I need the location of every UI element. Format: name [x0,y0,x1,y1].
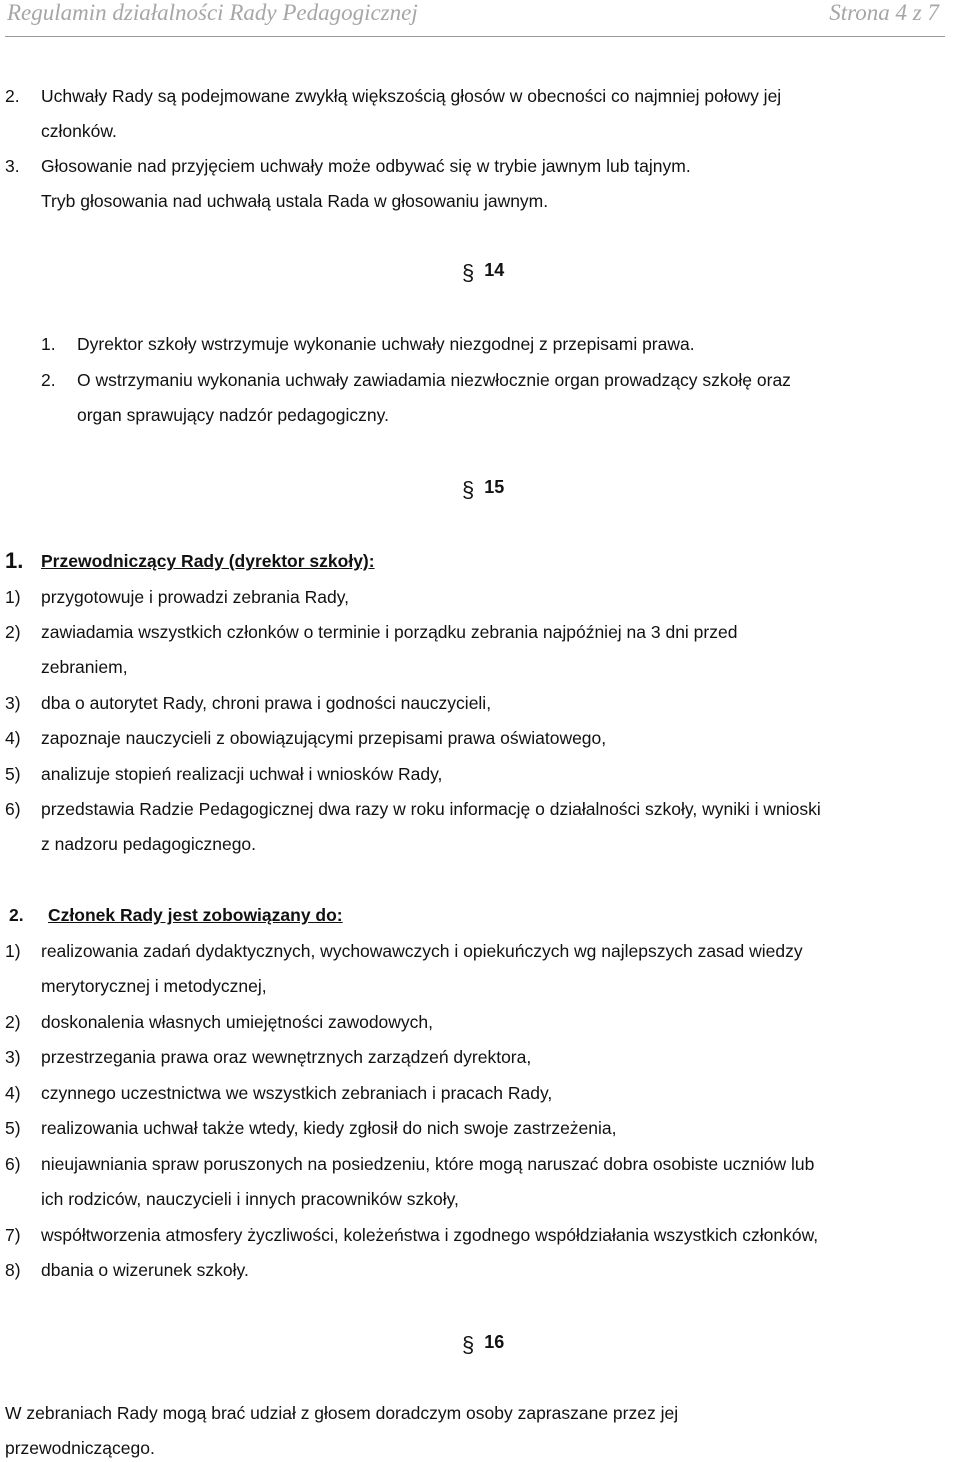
list-item: dba o autorytet Rady, chroni prawa i godności nauczycieli, [41,693,492,713]
paragraph-sign: § [462,1332,475,1357]
item-text: organ sprawujący nadzór pedagogiczny. [77,405,389,425]
list-number: 6) [5,1154,21,1174]
item-text: Głosowanie nad przyjęciem uchwały może odbywać się w trybie jawnym lub tajnym. [41,156,691,176]
part-heading: Członek Rady jest zobowiązany do: [48,905,343,925]
section-number: 16 [484,1332,505,1352]
list-number: 5) [5,764,21,784]
item-number: 2. [5,86,20,106]
list-item: przedstawia Radzie Pedagogicznej dwa razy w roku informację o działalności szkoły, wyniki i wnioski [41,799,821,819]
list-number: 4) [5,728,21,748]
list-number: 1) [5,941,21,961]
list-number: 8) [5,1260,21,1280]
list-item: realizowania zadań dydaktycznych, wychowawczych i opiekuńczych wg najlepszych zasad wiedzy [41,941,803,961]
list-number: 3) [5,1047,21,1067]
list-number: 2) [5,622,21,642]
item-number: 3. [5,156,20,176]
list-item: analizuje stopień realizacji uchwał i wniosków Rady, [41,764,443,784]
section-heading [462,1329,505,1357]
list-number: 3) [5,693,21,713]
section-heading [462,257,505,285]
item-text: członków. [41,121,117,141]
item-text: Dyrektor szkoły wstrzymuje wykonanie uchwały niezgodnej z przepisami prawa. [77,334,695,354]
list-item: zebraniem, [41,657,128,677]
list-number: 5) [5,1118,21,1138]
list-item: dbania o wizerunek szkoły. [41,1260,249,1280]
section-number: 15 [484,477,505,497]
list-item: realizowania uchwał także wtedy, kiedy zgłosił do nich swoje zastrzeżenia, [41,1118,617,1138]
list-number: 1) [5,587,21,607]
list-item: nieujawniania spraw poruszonych na posiedzeniu, które mogą naruszać dobra osobiste uczniów lub [41,1154,815,1174]
paragraph-text: przewodniczącego. [5,1438,155,1458]
list-item: przygotowuje i prowadzi zebrania Rady, [41,587,350,607]
list-item: współtworzenia atmosfery życzliwości, koleżeństwa i zgodnego współdziałania wszystkich członków, [41,1225,819,1245]
paragraph-sign: § [462,260,475,285]
list-item: doskonalenia własnych umiejętności zawodowych, [41,1012,434,1032]
item-text: Uchwały Rady są podejmowane zwykłą większością głosów w obecności co najmniej połowy jej [41,86,782,106]
list-number: 6) [5,799,21,819]
list-item: z nadzoru pedagogicznego. [41,834,257,854]
document-title: Regulamin działalności Rady Pedagogicznej [7,0,418,25]
item-number: 2. [41,370,56,390]
list-item: czynnego uczestnictwa we wszystkich zebraniach i pracach Rady, [41,1083,553,1103]
page-header [5,0,945,37]
item-number: 1. [41,334,56,354]
list-number: 4) [5,1083,21,1103]
list-item: zapoznaje nauczycieli z obowiązującymi przepisami prawa oświatowego, [41,728,607,748]
list-item: przestrzegania prawa oraz wewnętrznych zarządzeń dyrektora, [41,1047,532,1067]
list-item: ich rodziców, nauczycieli i innych pracowników szkoły, [41,1189,459,1209]
paragraph-sign: § [462,477,475,502]
item-text: Tryb głosowania nad uchwałą ustala Rada w głosowaniu jawnym. [41,191,549,211]
list-number: 2) [5,1012,21,1032]
part-heading: Przewodniczący Rady (dyrektor szkoły): [41,551,375,571]
section-number: 14 [484,260,505,280]
paragraph-text: W zebraniach Rady mogą brać udział z głosem doradczym osoby zapraszane przez jej [5,1403,679,1423]
section-heading [462,474,505,502]
part-number: 1. [5,548,24,573]
item-text: O wstrzymaniu wykonania uchwały zawiadamia niezwłocznie organ prowadzący szkołę oraz [77,370,791,390]
part-number: 2. [9,905,24,925]
list-number: 7) [5,1225,21,1245]
list-item: zawiadamia wszystkich członków o terminie i porządku zebrania najpóźniej na 3 dni przed [41,622,738,642]
list-item: merytorycznej i metodycznej, [41,976,267,996]
page-number: Strona 4 z 7 [829,0,939,25]
